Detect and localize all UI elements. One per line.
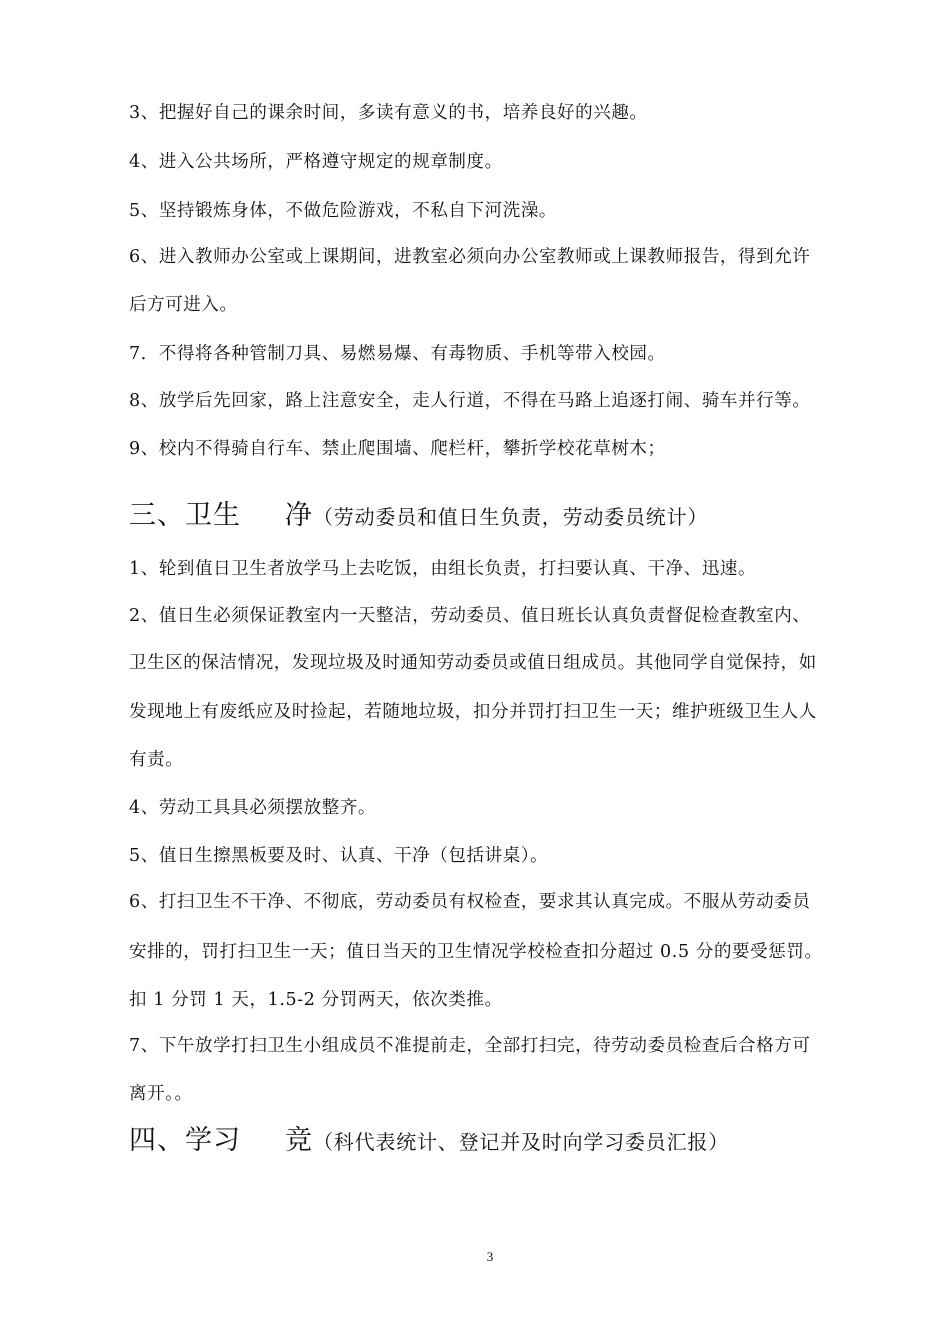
section-heading-study — [129, 1124, 729, 1161]
section-heading-title: 三、卫生 — [129, 500, 241, 531]
hygiene-item-7-line-2: 离开。。 — [129, 1084, 193, 1104]
hygiene-item-5: 5、值日生擦黑板要及时、认真、干净（包括讲桌）。 — [129, 846, 549, 866]
rule-item-6: 6、进入教师办公室或上课期间，进教室必须向办公室教师或上课教师报告，得到允许 — [129, 247, 811, 267]
rule-item-8: 8、放学后先回家，路上注意安全，走人行道，不得在马路上追逐打闹、骑车并行等。 — [129, 391, 811, 411]
section-heading-title-tail: 竞 — [285, 1125, 313, 1156]
rule-item-4: 4、进入公共场所，严格遵守规定的规章制度。 — [129, 152, 503, 172]
page-number: 3 — [486, 1249, 494, 1264]
hygiene-item-2-line-3: 发现地上有废纸应及时捡起，若随地垃圾，扣分并罚打扫卫生一天；维护班级卫生人人 — [129, 702, 817, 722]
rule-item-5: 5、坚持锻炼身体，不做危险游戏，不私自下河洗澡。 — [129, 201, 558, 221]
hygiene-item-7: 7、下午放学打扫卫生小组成员不准提前走，全部打扫完，待劳动委员检查后合格方可 — [129, 1036, 811, 1056]
hygiene-item-6-line-2: 安排的，罚打扫卫生一天；值日当天的卫生情况学校检查扣分超过 0.5 分的要受惩罚。 — [129, 942, 823, 962]
rule-item-9: 9、校内不得骑自行车、禁止爬围墙、爬栏杆，攀折学校花草树木； — [129, 439, 666, 459]
hygiene-item-1: 1、轮到值日卫生者放学马上去吃饭，由组长负责，打扫要认真、干净、迅速。 — [129, 559, 757, 579]
hygiene-item-6: 6、打扫卫生不干净、不彻底，劳动委员有权检查，要求其认真完成。不服从劳动委员 — [129, 892, 811, 912]
rule-item-6-continued: 后方可进入。 — [129, 295, 238, 315]
section-heading-title-tail: 净 — [285, 500, 313, 531]
section-heading-title: 四、学习 — [129, 1125, 241, 1156]
hygiene-item-6-line-3: 扣 1 分罚 1 天，1.5-2 分罚两天，依次类推。 — [129, 990, 503, 1010]
section-heading-note: （劳动委员和值日生负责，劳动委员统计） — [313, 505, 709, 529]
hygiene-item-2-line-2: 卫生区的保洁情况，发现垃圾及时通知劳动委员或值日组成员。其他同学自觉保持，如 — [129, 653, 817, 673]
section-heading-hygiene — [129, 499, 708, 536]
hygiene-item-2-line-4: 有责。 — [129, 750, 184, 770]
hygiene-item-2: 2、值日生必须保证教室内一天整洁，劳动委员、值日班长认真负责督促检查教室内、 — [129, 606, 811, 626]
section-heading-note: （科代表统计、登记并及时向学习委员汇报） — [313, 1130, 729, 1154]
hygiene-item-4: 4、劳动工具具必须摆放整齐。 — [129, 798, 377, 818]
rule-item-7: 7．不得将各种管制刀具、易燃易爆、有毒物质、手机等带入校园。 — [129, 344, 666, 364]
rule-item-3: 3、把握好自己的课余时间，多读有意义的书，培养良好的兴趣。 — [129, 103, 648, 123]
